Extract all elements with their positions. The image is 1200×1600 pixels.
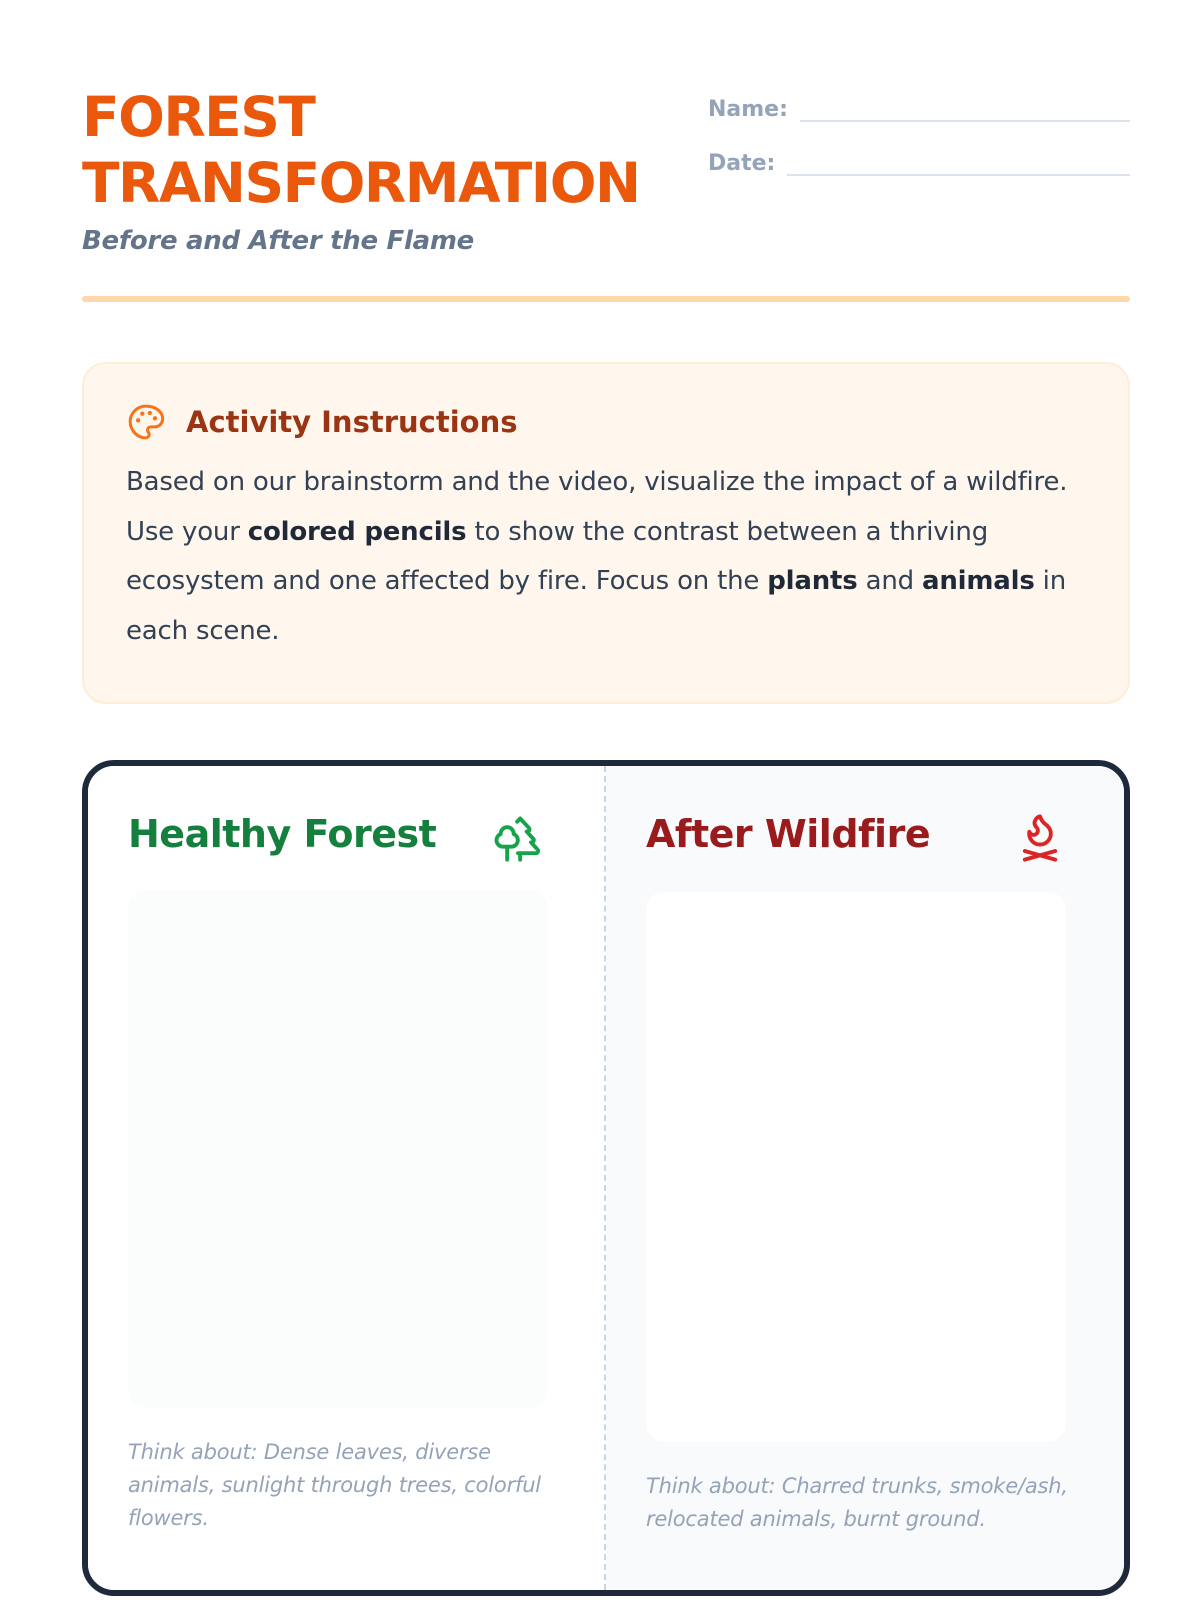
instructions-title: Activity Instructions: [186, 405, 518, 439]
instructions-text-part: and: [857, 566, 923, 596]
name-label: Name:: [708, 97, 788, 122]
after-wildfire-hint: Think about: Charred trunks, smoke/ash, relocated animals, burnt ground.: [646, 1474, 1068, 1531]
palette-icon: [126, 402, 166, 442]
campfire-icon: [1014, 812, 1066, 864]
name-field: [708, 84, 1130, 122]
instructions-bold-colored-pencils: colored pencils: [247, 516, 467, 547]
page-title-line-1: FOREST: [82, 85, 315, 149]
name-line[interactable]: [800, 90, 1130, 122]
after-wildfire-drawing-area[interactable]: [646, 892, 1066, 1442]
page-subtitle: Before and After the Flame: [82, 226, 474, 256]
date-label: Date:: [708, 151, 776, 176]
date-line[interactable]: [787, 144, 1130, 176]
header: [82, 84, 1130, 306]
drawing-frame: [82, 760, 1130, 1596]
instructions-text: [126, 458, 1086, 656]
instructions-header: [126, 400, 1086, 444]
instructions-text-part: to show the contrast between a thriving ecosystem and one affected by fire. Focus on the: [126, 516, 989, 596]
header-divider: [82, 296, 1130, 302]
healthy-forest-hint: Think about: Dense leaves, diverse animals, sunlight through trees, colorful flowers.: [128, 1440, 541, 1530]
page-title-line-2: TRANSFORMATION: [82, 151, 640, 215]
worksheet-page: [82, 0, 1130, 1600]
instructions-bold-animals: animals: [922, 566, 1035, 596]
student-fields: [708, 84, 1130, 192]
instructions-box: [82, 362, 1130, 704]
instructions-bold-plants: plants: [767, 566, 858, 596]
trees-icon: [492, 812, 544, 864]
healthy-forest-drawing-area[interactable]: [128, 890, 548, 1408]
after-wildfire-title: After Wildfire: [646, 812, 931, 856]
instructions-text-part: in each scene.: [126, 566, 1066, 646]
instructions-text-part: Based on our brainstorm and the video, visualize the impact of a wildfire. Use your: [126, 467, 1068, 547]
healthy-forest-title: Healthy Forest: [128, 812, 437, 856]
healthy-forest-panel: [88, 766, 606, 1590]
after-wildfire-panel: [606, 766, 1124, 1590]
date-field: [708, 138, 1130, 176]
title-block: [82, 84, 640, 256]
